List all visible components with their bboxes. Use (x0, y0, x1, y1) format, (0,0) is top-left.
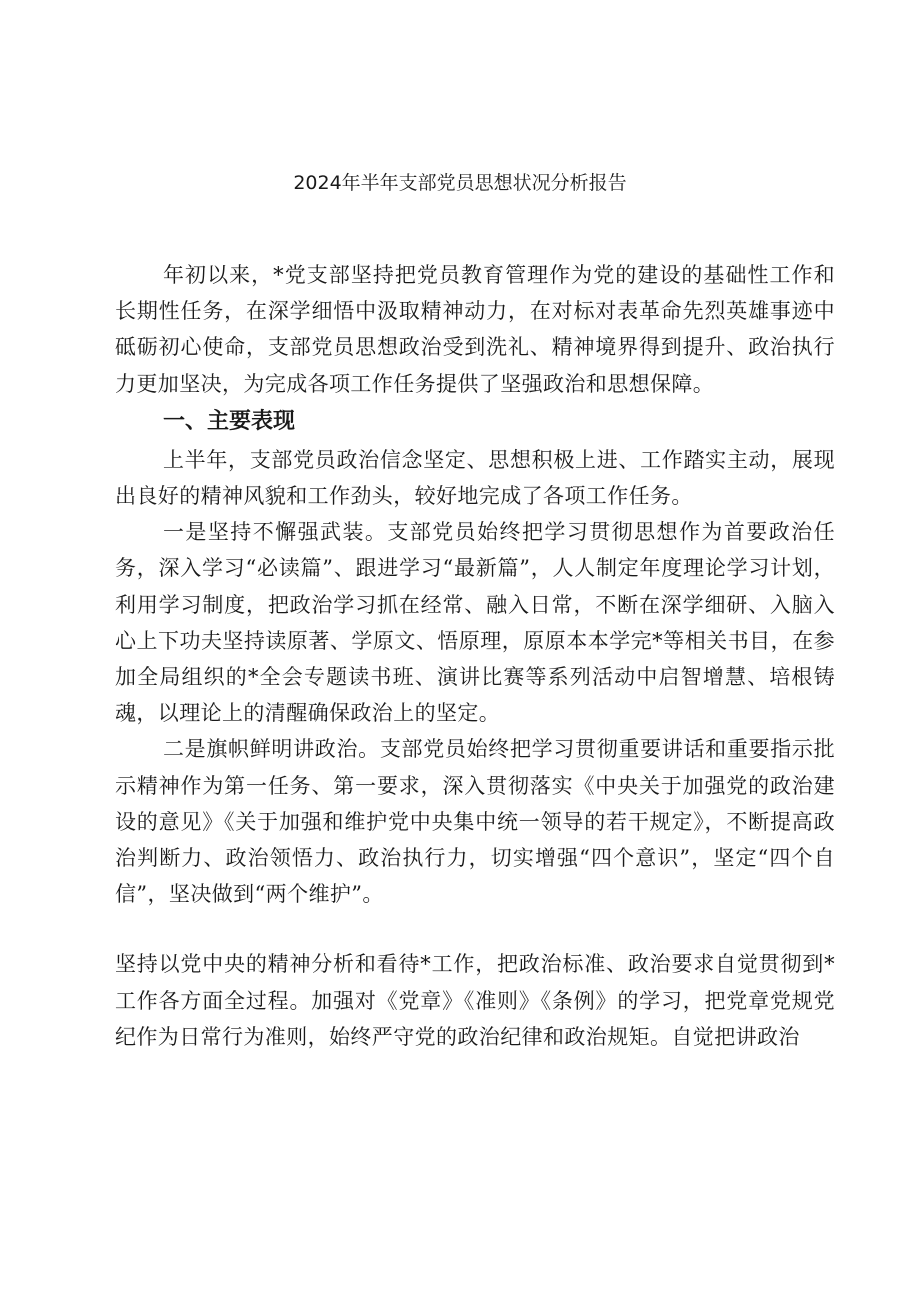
paragraph-gap (115, 912, 835, 946)
intro-paragraph: 年初以来，*党支部坚持把党员教育管理作为党的建设的基础性工作和长期性任务，在深学细悟中汲取精神动力，在对标对表革命先烈英雄事迹中砥砺初心使命，支部党员思想政治受到洗礼、精神境界得到提升、政治执行力更加坚决，为完成各项工作任务提供了坚强政治和思想保障。 (115, 263, 835, 396)
document-title: 2024年半年支部党员思想状况分析报告 (293, 172, 627, 194)
document-body (115, 257, 835, 1055)
point-one-paragraph: 一是坚持不懈强武装。支部党员始终把学习贯彻思想作为首要政治任务，深入学习“必读篇”、跟进学习“最新篇”，人人制定年度理论学习计划，利用学习制度，把政治学习抓在经常、融入日常，不断在深学细研、入脑入心上下功夫坚持读原著、学原文、悟原理，原原本本学完*等相关书目，在参加全局组织的*全会专题读书班、演讲比赛等系列活动中启智增慧、培根铸魂，以理论上的清醒确保政治上的坚定。 (115, 520, 835, 726)
section-summary-paragraph: 上半年，支部党员政治信念坚定、思想积极上进、工作踏实主动，展现出良好的精神风貌和工作劲头，较好地完成了各项工作任务。 (115, 447, 835, 509)
point-two-paragraph: 二是旗帜鲜明讲政治。支部党员始终把学习贯彻重要讲话和重要指示批示精神作为第一任务、第一要求，深入贯彻落实《中央关于加强党的政治建设的意见》《关于加强和维护党中央集中统一领导的若干规定》，不断提高政治判断力、政治领悟力、政治执行力，切实增强“四个意识”，坚定“四个自信”，坚决做到“两个维护”。 (115, 737, 835, 907)
continuation-paragraph: 坚持以党中央的精神分析和看待*工作，把政治标准、政治要求自觉贯彻到*工作各方面全过程。加强对《党章》《准则》《条例》的学习，把党章党规党纪作为日常行为准则，始终严守党的政治纪律和政治规矩。自觉把讲政治 (115, 952, 835, 1049)
section-heading-main-performance: 一、主要表现 (163, 408, 296, 434)
